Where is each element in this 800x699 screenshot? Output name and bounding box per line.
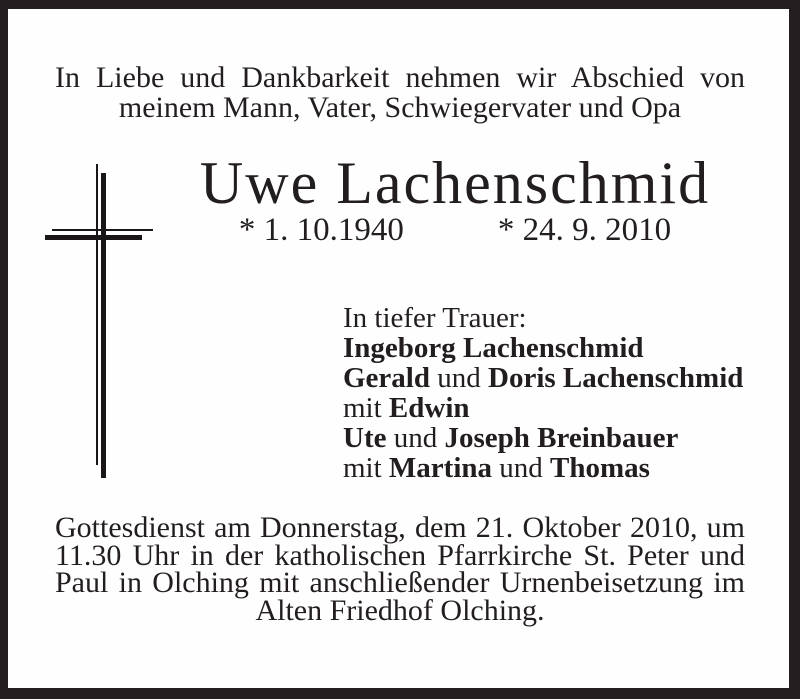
mourning-text: und bbox=[386, 422, 445, 454]
service-line-4: Alten Friedhof Olching. bbox=[255, 593, 545, 627]
mourning-text: und bbox=[430, 362, 488, 394]
mourner-name: Doris Lachenschmid bbox=[488, 362, 744, 394]
cross-vertical-thick-line bbox=[101, 173, 106, 478]
mourning-text: In tiefer Trauer: bbox=[343, 302, 527, 334]
mourners-block bbox=[343, 303, 743, 483]
mourner-name: Ute bbox=[343, 422, 387, 454]
frame-border-right bbox=[789, 0, 800, 699]
mourner-name: Edwin bbox=[388, 392, 470, 424]
mourning-line bbox=[343, 423, 743, 453]
service-announcement bbox=[55, 511, 745, 627]
mourner-name: Gerald bbox=[343, 362, 430, 394]
mourning-line bbox=[343, 453, 743, 483]
mourning-line bbox=[343, 393, 743, 423]
service-line-3: Paul in Olching mit anschließender Urnenbeisetzung im bbox=[55, 566, 745, 599]
intro-line-1: In Liebe und Dankbarkeit nehmen wir Abschied von bbox=[55, 61, 745, 94]
intro-text bbox=[55, 63, 745, 123]
intro-line-2: meinem Mann, Vater, Schwiegervater und Opa bbox=[118, 91, 682, 124]
birth-date: * 1. 10.1940 bbox=[238, 212, 404, 248]
mourner-name: Thomas bbox=[550, 452, 650, 484]
mourner-name: Ingeborg Lachenschmid bbox=[343, 332, 644, 364]
mourning-text: und bbox=[492, 452, 551, 484]
mourner-name: Joseph Breinbauer bbox=[444, 422, 679, 454]
mourning-text: mit bbox=[343, 452, 389, 484]
mourning-line bbox=[343, 333, 743, 363]
frame-border-bottom bbox=[0, 688, 800, 699]
mourner-name: Martina bbox=[388, 452, 493, 484]
mourning-line bbox=[343, 303, 743, 333]
frame-border-top bbox=[0, 0, 800, 9]
cross-vertical-thin-line bbox=[96, 164, 98, 465]
service-line-1: Gottesdienst am Donnerstag, dem 21. Oktober 2010, um bbox=[55, 511, 745, 544]
mourning-text: mit bbox=[343, 392, 389, 424]
death-date: * 24. 9. 2010 bbox=[497, 212, 672, 248]
service-line-2: 11.30 Uhr in der katholischen Pfarrkirche St. Peter und bbox=[55, 538, 745, 572]
life-dates bbox=[120, 214, 790, 247]
mourning-line bbox=[343, 363, 743, 393]
deceased-name: Uwe Lachenschmid bbox=[199, 150, 711, 216]
frame-border-left bbox=[0, 0, 8, 699]
